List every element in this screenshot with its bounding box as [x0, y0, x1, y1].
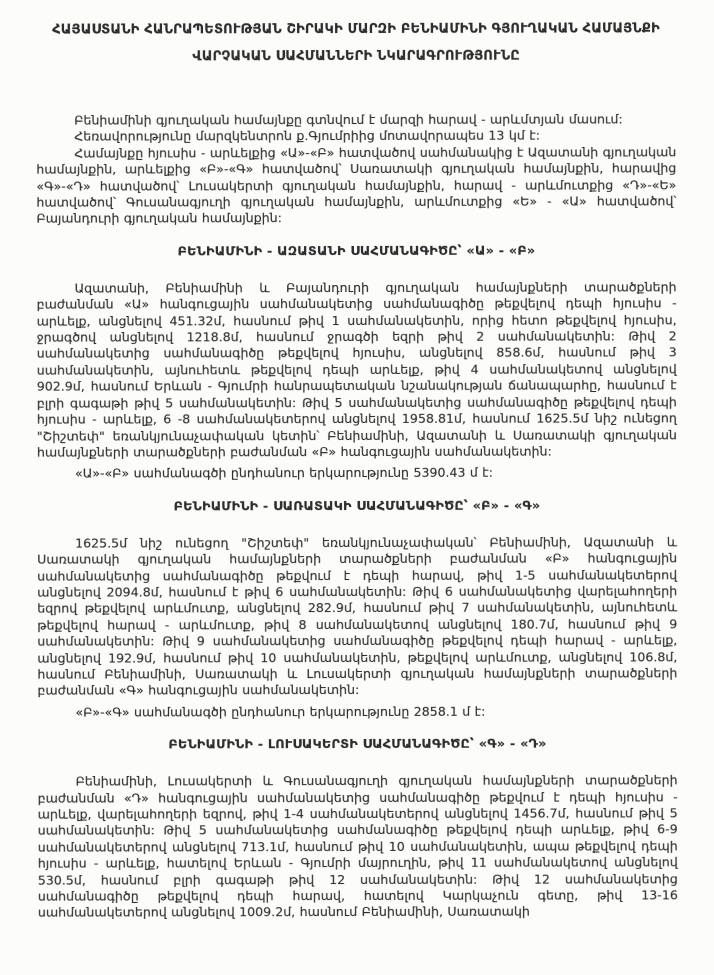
document-content — [36, 15, 678, 921]
document-title — [36, 15, 676, 70]
document-title-line2: ՎԱՐՉԱԿԱՆ ՍԱՀՄԱՆՆԵՐԻ ՆԿԱՐԱԳՐՈՒԹՅՈՒՆԸ — [192, 48, 520, 65]
section-body-a-b: Ազատանի, Բենիամինի և Բայանդուրի գյուղական համայնքների տարածքների բաժանման «Ա» հանգուցային սահմանակետից սահմանագիծը թեքվելով դեպի հյուսիս - արևելք, անցնելով 451.32մ, հասնում թիվ 1 սահմանակետին, որից հետո թեքվելով հյուսիս, ջրագծով անցնելով 1218.8մ, հասնում ջրագծի եզրի թիվ 2 սահմանակետին: Թիվ 2 սահմանակետից սահմանագիծը թեքվելով հյուսիս, անցնելով 858.6մ, հասնում թիվ 3 սահմանակետին, այնուհետև թեքվելով դեպի արևելք, թիվ 4 սահմանակետով անցնելով 902.9մ, հասնում Երևան - Գյումրի հանրապետական նշանակության ճանապարհը, հասնում է բլրի գագաթի թիվ 5 սահմանակետին: Թիվ 5 սահմանակետից սահմանագիծը թեքվելով դեպի հյուսիս - արևելք, 6 -8 սահմանակետերով անցնելով 1958.81մ, հասնում 1625.5մ նիշ ունեցող "Շիշտեփ" եռանկյունաչափական կետին՝ Բենիամինի, Ազատանի և Սառատակի գյուղական համայնքների տարածքների բաժանման «Բ» հանգուցային սահմանակետին: — [36, 279, 677, 460]
section-summary-b-g: «Բ»-«Գ» սահմանագծի ընդհանուր երկարությունը 2858.1 մ է: — [75, 703, 486, 720]
section-heading-g-d: ԲԵՆԻԱՄԻՆԻ - ԼՈՒՍԱԿԵՐՏԻ ՍԱՀՄԱՆԱԳԻԾԸ՝ «Գ» - «Դ» — [168, 736, 547, 753]
intro-paragraph-neighbors: Համայնքը հյուսիս - արևելքից «Ա»-«Բ» հատվածով սահմանակից է Ազատանի գյուղական համայնքին, արևելքից «Բ»-«Գ» հատվածով՝ Սառատակի գյուղական համայնքին, հարավից «Գ»-«Դ» հատվածով՝ Լուսակերտի գյուղական համայնքին, հարավ - արևմուտքից «Դ»-«Ե» հատվածով՝ Գուսանագյուղի գյուղական համայնքին, արևմուտքից «Ե» - «Ա» հատվածով՝ Բայանդուրի գյուղական համայնքին: — [36, 144, 677, 227]
section-heading-b-g: ԲԵՆԻԱՄԻՆԻ - ՍԱՌԱՏԱԿԻ ՍԱՀՄԱՆԱԳԻԾԸ՝ «Բ» - «Գ» — [173, 498, 541, 515]
section-summary-a-b: «Ա»-«Բ» սահմանագծի ընդհանուր երկարությունը 5390.43 մ է: — [74, 465, 494, 481]
intro-paragraph-distance: Հեռավորությունը մարզկենտրոն ք.Գյումրիից մոտավորապես 13 կմ է: — [74, 128, 540, 144]
section-heading-a-b: ԲԵՆԻԱՄԻՆԻ - ԱԶԱՏԱՆԻ ՍԱՀՄԱՆԱԳԻԾԸ՝ «Ա» - «Բ» — [177, 243, 536, 260]
section-body-b-g: 1625.5մ նիշ ունեցող "Շիշտեփ" եռանկյունաչափական՝ Բենիամինի, Ազատանի և Սառատակի գյուղական համայնքների տարածքների բաժանման «Բ» հանգուցային սահմանակետից սահմանագիծը թեքվում է դեպի հարավ, թիվ 1-5 սահմանակետերով անցնելով 2094.8մ, հասնում է թիվ 6 սահմանակետին: Թիվ 6 սահմանակետից վարելահողերի եզրով թեքվելով արևմուտք, անցնելով 282.9մ, հասնում թիվ 7 սահմանակետին, այնուհետև թեքվելով հարավ - արևմուտք, թիվ 8 սահմանակետով անցնելով 180.7մ, հասնում թիվ 9 սահմանակետին: Թիվ 9 սահմանակետից սահմանագիծը թեքվելով դեպի հարավ - արևելք, անցնելով 192.9մ, հասնում թիվ 10 սահմանակետին, թեքվելով արևմուտք, անցնելով 106.8մ, հասնում Բենիամինի, Սառատակի և Լուսակերտի գյուղական համայնքների տարածքների բաժանման «Գ» հանգուցային սահմանակետին: — [37, 534, 678, 699]
document-title-line1: ՀԱՅԱՍՏԱՆԻ ՀԱՆՐԱՊԵՏՈՒԹՅԱՆ ՇԻՐԱԿԻ ՄԱՐԶԻ ԲԵՆԻԱՄԻՆԻ ԳՅՈՒՂԱԿԱՆ ՀԱՄԱՅՆՔԻ — [52, 21, 660, 38]
intro-paragraph-location: Բենիամինի գյուղական համայնքը գտնվում է մարզի հարավ - արևմտյան մասում: — [74, 111, 623, 128]
section-body-g-d: Բենիամինի, Լուսակերտի և Գուսանագյուղի գյուղական համայնքների տարածքների բաժանման «Դ» հանգուցային սահմանակետից սահմանագիծը թեքվում է դեպի հյուսիս - արևելք, վարելահողերի եզրով, թիվ 1-4 սահմանակետերով անցնելով 1456.7մ, հասնում թիվ 5 սահմանակետին: Թիվ 5 սահմանակետից սահմանագիծը թեքվելով դեպի արևելք, թիվ 6-9 սահմանակետերով անցնելով 713.1մ, հասնում թիվ 10 սահմանակետին, ապա թեքվելով դեպի հյուսիս - արևելք, հատելով Երևան - Գյումրի մայրուղին, թիվ 11 սահմանակետով անցնելով 530.5մ, հասնում բլրի գագաթի թիվ 12 սահմանակետին: Թիվ 12 սահմանակետից սահմանագիծը թեքվելով դեպի հարավ, հատելով Կարկաչուն գետը, թիվ 13-16 սահմանակետերով անցնելով 1009.2մ, հասնում Բենիամինի, Սառատակի — [37, 772, 678, 921]
